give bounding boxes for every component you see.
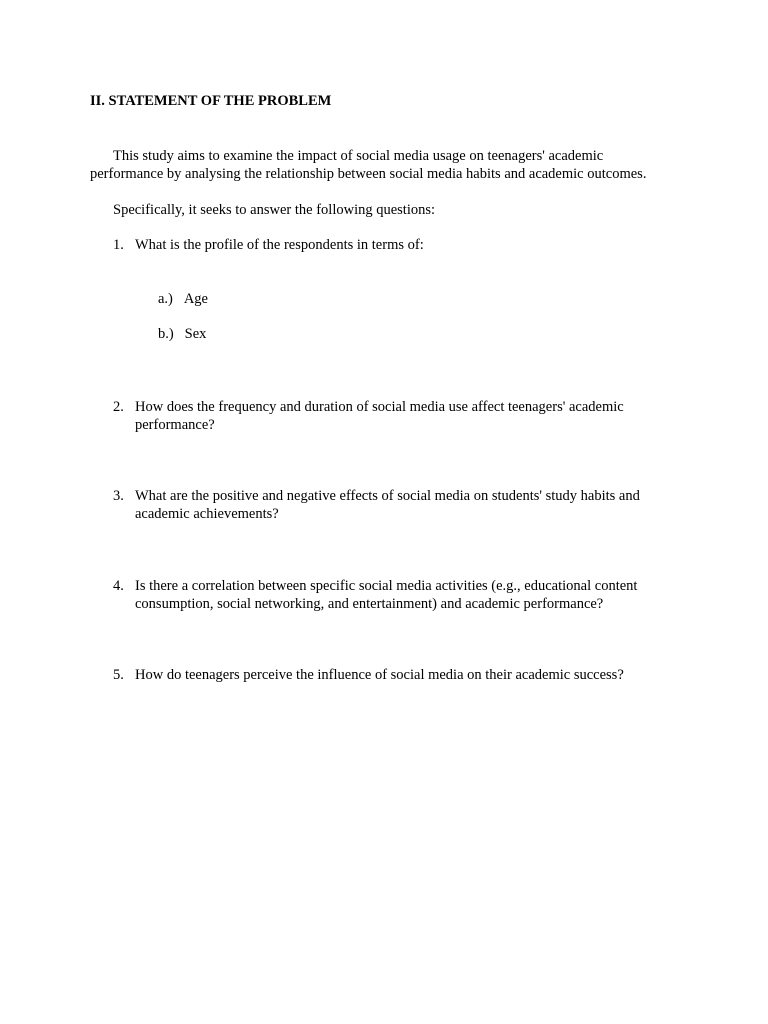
- specifically-paragraph: [90, 201, 690, 219]
- question-5-number: 5.: [113, 667, 124, 683]
- question-1-number: 1.: [113, 237, 124, 253]
- question-1-sub-b: [158, 325, 206, 343]
- intro-line-2: performance by analysing the relationship between social media habits and academic outcomes.: [90, 166, 647, 182]
- intro-paragraph: [90, 147, 690, 183]
- question-3-line-2: academic achievements?: [135, 506, 279, 522]
- question-1-text: What is the profile of the respondents in terms of:: [135, 237, 424, 253]
- specifically-text: Specifically, it seeks to answer the following questions:: [113, 202, 436, 218]
- question-4-number: 4.: [113, 578, 124, 594]
- question-4-line-1: Is there a correlation between specific social media activities (e.g., educational content: [135, 578, 638, 594]
- question-3-number: 3.: [113, 488, 124, 504]
- question-1: [113, 236, 673, 254]
- question-5: [113, 666, 673, 684]
- intro-line-1: This study aims to examine the impact of social media usage on teenagers' academic: [113, 148, 604, 164]
- section-heading: II. STATEMENT OF THE PROBLEM: [90, 93, 332, 109]
- question-3-line-1: What are the positive and negative effects of social media on students' study habits and: [135, 488, 640, 504]
- question-2-line-2: performance?: [135, 417, 215, 433]
- sub-b-text: Sex: [184, 326, 207, 342]
- question-2: [113, 398, 673, 434]
- question-2-number: 2.: [113, 399, 124, 415]
- sub-b-label: b.): [158, 326, 174, 342]
- question-3: [113, 487, 673, 523]
- question-1-sub-a: [158, 290, 208, 308]
- sub-a-label: a.): [158, 291, 173, 307]
- sub-a-text: Age: [183, 291, 208, 307]
- question-2-line-1: How does the frequency and duration of social media use affect teenagers' academic: [135, 399, 624, 415]
- question-4: [113, 577, 673, 613]
- question-4-line-2: consumption, social networking, and entertainment) and academic performance?: [135, 596, 604, 612]
- question-5-text: How do teenagers perceive the influence of social media on their academic success?: [135, 667, 624, 683]
